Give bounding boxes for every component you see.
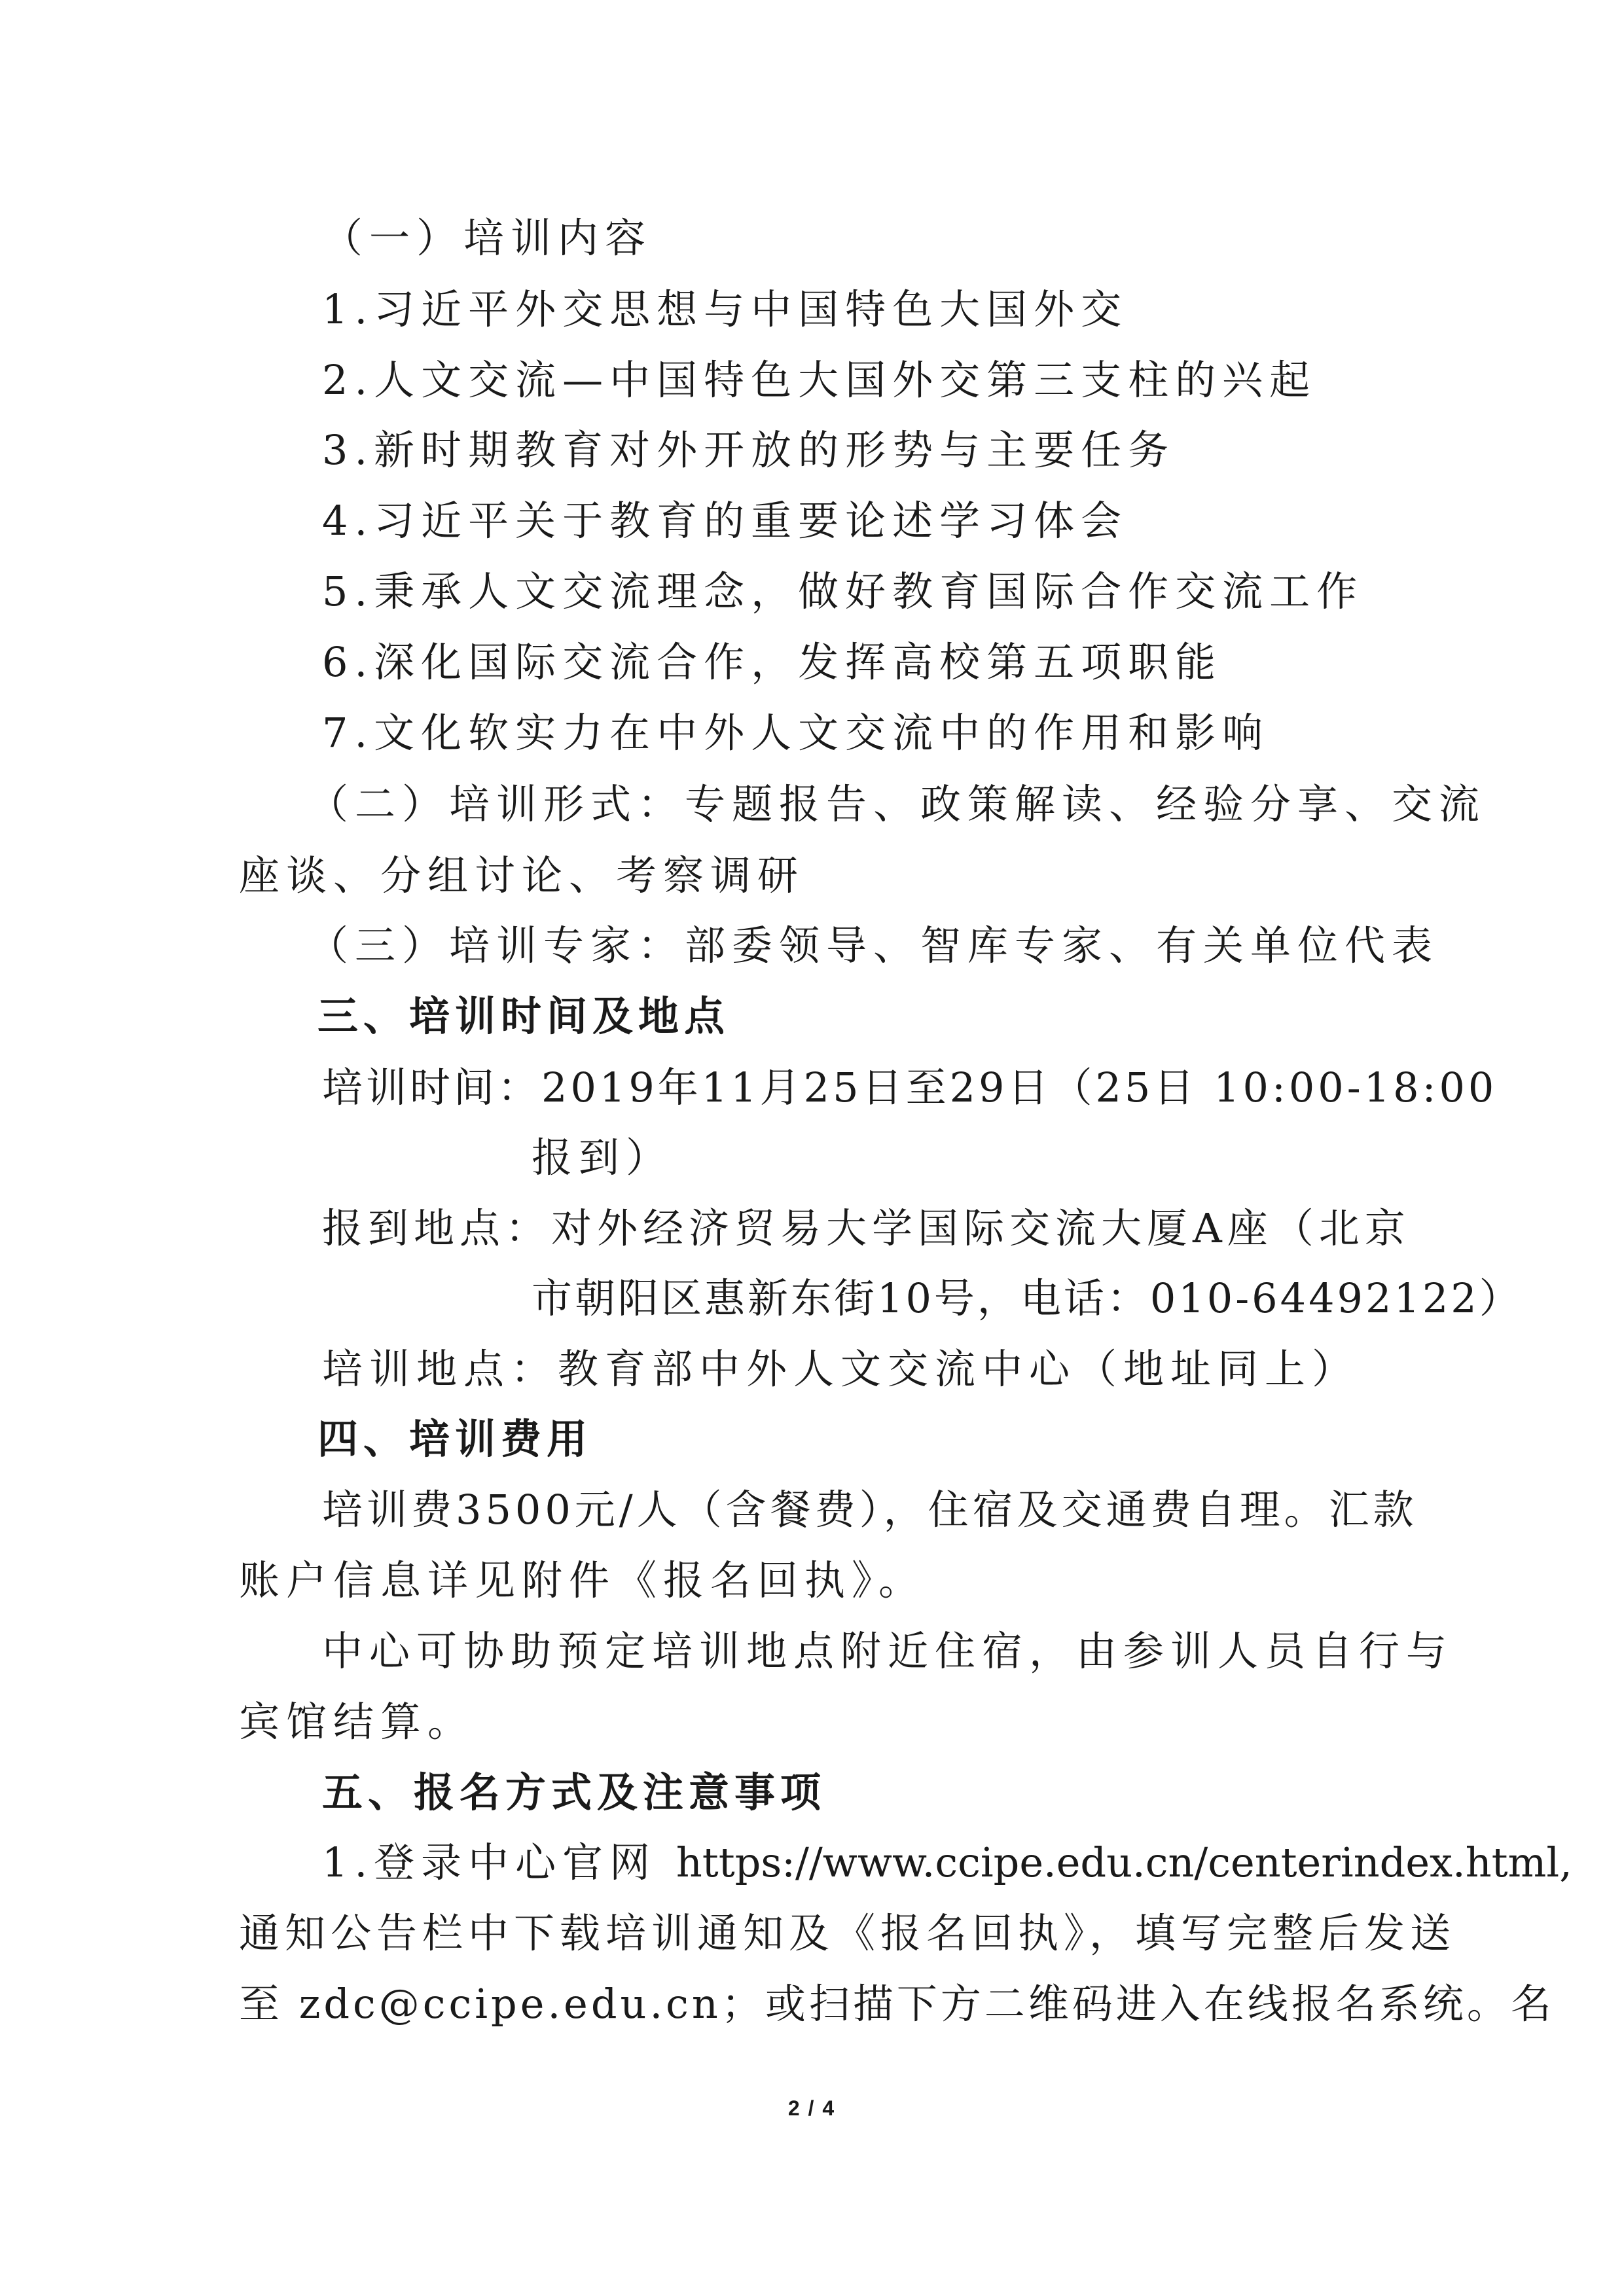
training-time-line-1: 培训时间：2019年11月25日至29日（25日 10:00-18:00	[322, 1064, 1498, 1111]
lodging-line-2: 宾馆结算。	[239, 1698, 475, 1746]
training-content-item: 7.文化软实力在中外人文交流中的作用和影响	[322, 709, 1270, 757]
training-time-line-2: 报到）	[532, 1134, 674, 1181]
page-number: 2 / 4	[787, 2096, 836, 2120]
registration-item-1-line-2: 通知公告栏中下载培训通知及《报名回执》，填写完整后发送	[239, 1909, 1456, 1957]
training-place: 培训地点：教育部中外人文交流中心（地址同上）	[322, 1345, 1360, 1393]
training-content-heading: （一）培训内容	[322, 214, 653, 262]
lodging-line-1: 中心可协助预定培训地点附近住宿，由参训人员自行与	[322, 1627, 1454, 1675]
training-form-line-1: （二）培训形式：专题报告、政策解读、经验分享、交流	[308, 780, 1487, 828]
section-4-heading: 四、培训费用	[317, 1415, 593, 1463]
training-content-item: 6.深化国际交流合作，发挥高校第五项职能	[322, 638, 1223, 686]
section-5-heading: 五、报名方式及注意事项	[322, 1768, 827, 1816]
registration-item-1-line-1	[322, 1839, 1572, 1886]
training-content-item: 4.习近平关于教育的重要论述学习体会	[322, 497, 1128, 545]
training-experts: （三）培训专家：部委领导、智库专家、有关单位代表	[308, 922, 1439, 969]
registration-item-1-prefix: 1.登录中心官网	[322, 1839, 657, 1886]
training-content-item: 3.新时期教育对外开放的形势与主要任务	[322, 426, 1176, 474]
fee-line-1: 培训费3500元/人（含餐费），住宿及交通费自理。汇款	[322, 1486, 1418, 1534]
training-form-line-2: 座谈、分组讨论、考察调研	[239, 852, 805, 899]
training-content-item: 2.人文交流—中国特色大国外交第三支柱的兴起	[322, 356, 1317, 404]
report-place-line-1: 报到地点：对外经济贸易大学国际交流大厦A座（北京	[322, 1204, 1411, 1252]
report-place-line-2: 市朝阳区惠新东街10号，电话：010-64492122）	[532, 1274, 1523, 1322]
training-content-item: 5.秉承人文交流理念，做好教育国际合作交流工作	[322, 567, 1364, 615]
fee-line-2: 账户信息详见附件《报名回执》。	[239, 1556, 926, 1604]
registration-item-1-line-3: 至 zdc@ccipe.edu.cn；或扫描下方二维码进入在线报名系统。名	[239, 1980, 1555, 2028]
center-website-link: https://www.ccipe.edu.cn/centerindex.html,	[676, 1839, 1572, 1886]
training-content-item: 1.习近平外交思想与中国特色大国外交	[322, 285, 1128, 333]
section-3-heading: 三、培训时间及地点	[317, 992, 731, 1040]
